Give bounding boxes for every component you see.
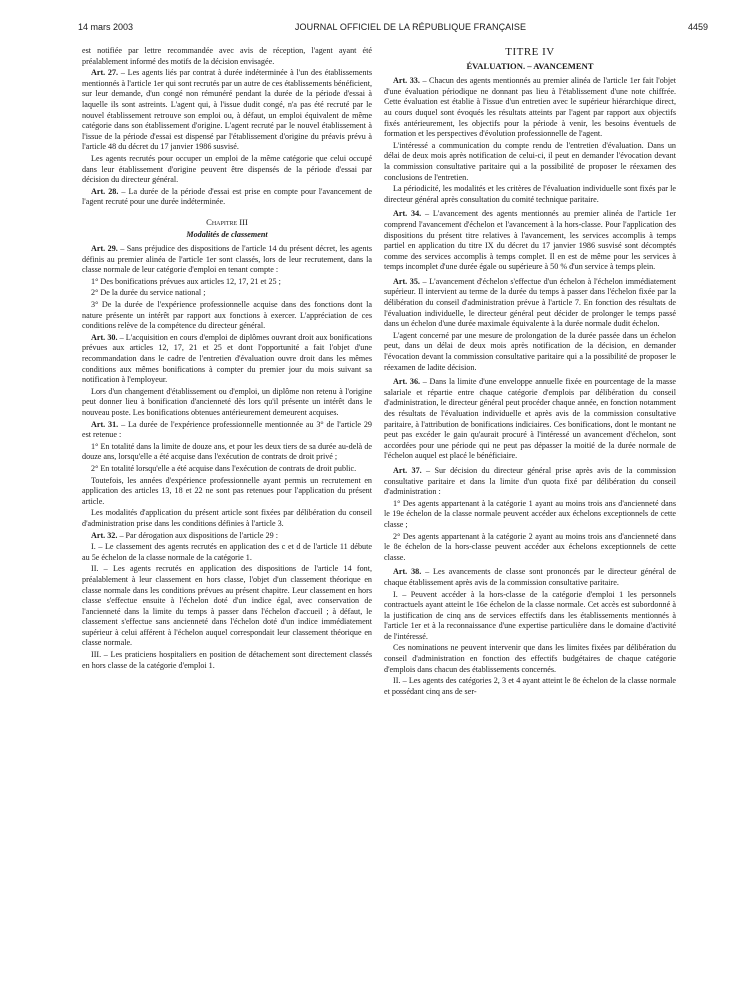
paragraph: Lors d'un changement d'établissement ou d'emploi, un diplôme non retenu à l'origine peut donner lieu à bonification d'ancienneté dès lors qu'il présente un intérêt dans le nouveau poste. Les bonifications obtenues antérieurement demeurent acquises.	[82, 386, 372, 417]
paragraph: I. – Le classement des agents recrutés en application des c et d de l'article 11 débute au 5e échelon de la classe normale de la catégorie 1.	[82, 542, 372, 562]
header-journal-title: JOURNAL OFFICIEL DE LA RÉPUBLIQUE FRANÇAISE	[294, 22, 527, 32]
paragraph: La périodicité, les modalités et les critères de l'évaluation individuelle sont fixés par le directeur général après consultation du comité technique paritaire.	[384, 184, 676, 204]
article-30	[82, 333, 372, 386]
list-item: 2° Des agents appartenant à la catégorie 2 ayant au moins trois ans d'ancienneté dans le 8e échelon de la hors-classe peuvent accéder aux échelons exceptionnels de cette classe.	[384, 531, 676, 562]
article-27	[82, 68, 372, 153]
article-35	[384, 277, 676, 330]
article-label: Art. 29.	[91, 244, 118, 254]
paragraph: Toutefois, les années d'expérience professionnelle ayant permis un recrutement en application des articles 13, 18 et 22 ne sont pas retenues pour l'application du présent article.	[82, 475, 372, 506]
paragraph: II. – Les agents des catégories 2, 3 et 4 ayant atteint le 8e échelon de la classe normale et possédant cinq ans de ser-	[384, 676, 676, 696]
article-33	[384, 76, 676, 140]
header-page-number: 4459	[687, 22, 708, 32]
article-label: Art. 28.	[91, 186, 119, 196]
paragraph: Ces nominations ne peuvent intervenir que dans les limites fixées par délibération du conseil d'administration en fonction des effectifs budgétaires de chaque catégorie d'emplois dans chacun des établissements concernés.	[384, 643, 676, 674]
article-text: – L'avancement des agents mentionnés au premier alinéa de l'article 1er comprend l'avancement d'échelon et l'avancement à la hors-classe. Pour l'application des dispositions du présent titre relatives à l'avancement, les services accomplis à temps partiel en application du titre IX du décret du 17 janvier 1986 susvisé sont décomptés comme des services accomplis à temps complet. Il en est de même pour les services à temps incomplet d'une durée égale ou supérieure à 50 % d'un service à temps plein.	[384, 209, 676, 272]
right-column	[384, 46, 676, 698]
title-subheading: ÉVALUATION. – AVANCEMENT	[466, 60, 594, 71]
chapter-heading: Chapitre III	[206, 216, 248, 227]
article-37	[384, 466, 676, 498]
page-header	[78, 20, 708, 34]
article-label: Art. 31.	[91, 419, 119, 429]
article-label: Art. 34.	[393, 209, 422, 219]
paragraph: III. – Les praticiens hospitaliers en position de détachement sont directement classés en hors classe de la catégorie d'emploi 1.	[82, 650, 372, 670]
article-text: – Sur décision du directeur général prise après avis de la commission consultative paritaire et dans la limite d'un quota fixé par délibération du conseil d'administration :	[384, 465, 676, 497]
paragraph: L'intéressé a communication du compte rendu de l'entretien d'évaluation. Dans un délai de deux mois après notification de celui-ci, il peut en demander l'évocation devant la commission consultative paritaire qui a la possibilité de proposer le réexamen des conclusions de l'entretien.	[384, 140, 676, 182]
article-36	[384, 377, 676, 462]
article-text: – Par dérogation aux dispositions de l'article 29 :	[117, 530, 278, 540]
list-item: 1° Des agents appartenant à la catégorie 1 ayant au moins trois ans d'ancienneté dans le 19e échelon de la classe normale peuvent accéder aux échelons exceptionnels de cette classe ;	[384, 498, 676, 529]
article-label: Art. 32.	[91, 530, 118, 540]
article-32	[82, 531, 372, 542]
title-heading: TITRE IV	[505, 46, 555, 58]
article-29	[82, 244, 372, 276]
chapter-title: Modalités de classement	[186, 229, 268, 239]
article-text: – Chacun des agents mentionnés au premier alinéa de l'article 1er fait l'objet d'une évaluation périodique ne donnant pas lieu à l'établissement d'une note chiffrée. Cette évaluation est établie à l'issue d'un entretien avec le supérieur hiérarchique direct, au cours duquel sont évoqués les résultats atteints par l'agent par rapport aux objectifs fixés antérieurement, les objectifs pour la période à venir, les besoins éventuels de formation et les perspectives d'évolution professionnelle de l'agent.	[384, 76, 676, 139]
article-34	[384, 209, 676, 273]
article-text: – Dans la limite d'une enveloppe annuelle fixée en pourcentage de la masse salariale et répartie entre chaque catégorie d'emplois par délibération du conseil d'administration, le directeur général peut procéder chaque année, en fonction notamment des résultats de l'évaluation individuelle et après avis de la commission consultative paritaire, à l'attribution de bonifications indiciaires. Ces bonifications, dont le montant ne peut pas excéder le gain qu'aurait procuré à l'intéressé un avancement d'échelon, sont accordées pour une période qui ne peut pas dépasser la moitié de la durée normale de l'échelon auquel est placé le bénéficiaire.	[384, 377, 676, 461]
header-date: 14 mars 2003	[78, 22, 134, 32]
article-text: – Sans préjudice des dispositions de l'article 14 du présent décret, les agents définis au premier alinéa de l'article 1er sont classés, lors de leur recrutement, dans la classe normale de leur catégorie d'emploi en tenant compte :	[82, 244, 373, 275]
paragraph: Les agents recrutés pour occuper un emploi de la même catégorie que celui occupé dans leur établissement d'origine peuvent être dispensés de la période d'essai par décision du directeur général.	[82, 153, 372, 185]
left-column	[82, 46, 372, 672]
article-38	[384, 567, 676, 588]
paragraph: L'agent concerné par une mesure de prolongation de la durée passée dans un échelon peut, dans un délai de deux mois après notification de la décision, en demander l'évocation devant la commission consultative paritaire qui a la possibilité de proposer le réexamen de ladite décision.	[384, 330, 676, 372]
article-label: Art. 27.	[91, 68, 119, 78]
list-item: 1° En totalité dans la limite de douze ans, et pour les deux tiers de sa durée au-delà de douze ans, lorsqu'elle a été acquise dans l'exécution de contrats de droit privé ;	[82, 441, 372, 462]
article-text: – Les avancements de classe sont prononcés par le directeur général de chaque établissement après avis de la commission consultative paritaire.	[384, 567, 676, 587]
article-label: Art. 30.	[91, 332, 118, 342]
article-text: – Les agents liés par contrat à durée indéterminée à l'un des établissements mentionnés à l'article 1er qui sont recrutés par un autre de ces établissements bénéficient, sur leur demande, d'un congé non rémunéré pendant la durée de la période d'essai à laquelle ils sont astreints. L'agent qui, à l'issue dudit congé, n'a pas été recruté par le nouvel établissement retrouve son emploi ou, à défaut, un emploi équivalent de même catégorie dans son établissement d'origine. L'agent recruté par le nouvel établissement à l'issue de la période d'essai est dispensé par l'établissement d'origine du préavis prévu à l'article 48 du décret du 17 janvier 1986 susvisé.	[82, 68, 372, 152]
article-label: Art. 37.	[393, 465, 422, 475]
paragraph: II. – Les agents recrutés en application des dispositions de l'article 14 font, préalablement à leur classement en hors classe, l'objet d'un classement théorique en classe normale dans les conditions prévues au présent chapitre. Leur classement en hors classe s'effectue ensuite à l'échelon doté d'un indice égal, avec conservation de l'ancienneté dans la limite du temps à passer dans l'échelon d'accueil ; à défaut, le classement s'effectue sans ancienneté dans l'échelon doté d'un indice immédiatement supérieur à celui afférent à l'échelon auquel correspondait leur classement théorique en classe normale.	[82, 564, 372, 648]
list-item: 1° Des bonifications prévues aux articles 12, 17, 21 et 25 ;	[91, 276, 281, 286]
article-28	[82, 187, 372, 208]
paragraph: Les modalités d'application du présent article sont fixées par délibération du conseil d'administration prise dans les conditions définies à l'article 3.	[82, 508, 372, 528]
article-label: Art. 38.	[393, 567, 422, 577]
article-text: – L'avancement d'échelon s'effectue d'un échelon à l'échelon immédiatement supérieur. Il intervient au terme de la durée du temps à passer dans l'échelon fixée par la délibération du conseil d'administration prévue à l'article 7. En fonction des résultats de l'évaluation individuelle, le directeur général peut décider de prolonger le temps passé dans un échelon d'une durée maximale équivalente à la durée normale dudit échelon.	[384, 276, 676, 329]
article-31	[82, 420, 372, 441]
article-text: – La durée de la période d'essai est prise en compte pour l'avancement de l'agent recruté pour une durée indéterminée.	[82, 186, 372, 207]
paragraph: I. – Peuvent accéder à la hors-classe de la catégorie d'emploi 1 les personnels contractuels ayant atteint le 16e échelon de la classe normale. Cet accès est subordonné à la justification de cinq ans de services effectifs dans les établissements mentionnés à l'article 1er et à la reconnaissance d'une expertise particulière dans le domaine d'activité de l'intéressé.	[384, 589, 676, 641]
article-label: Art. 33.	[393, 76, 420, 86]
article-label: Art. 36.	[393, 377, 421, 387]
paragraph: est notifiée par lettre recommandée avec avis de réception, l'agent ayant été préalablement informé des motifs de la décision envisagée.	[82, 46, 372, 66]
list-item: 3° De la durée de l'expérience professionnelle acquise dans des fonctions dont la nature présente un intérêt par rapport aux fonctions à exercer. L'appréciation de ces conditions relève de la compétence du directeur général.	[82, 300, 372, 331]
list-item: 2° En totalité lorsqu'elle a été acquise dans l'exécution de contrats de droit public.	[91, 463, 357, 473]
article-label: Art. 35.	[393, 276, 420, 286]
article-text: – La durée de l'expérience professionnelle mentionnée au 3° de l'article 29 est retenue :	[82, 419, 372, 440]
list-item: 2° De la durée du service national ;	[91, 288, 206, 298]
article-text: – L'acquisition en cours d'emploi de diplômes ouvrant droit aux bonifications prévues aux articles 12, 17, 21 et 25 et dont l'opportunité a fait l'objet d'une recommandation dans le cadre de l'entretien d'évaluation ouvre droit dans les mêmes conditions aux mêmes bonifications à compter du premier jour du mois suivant sa notification à l'employeur.	[82, 332, 372, 385]
